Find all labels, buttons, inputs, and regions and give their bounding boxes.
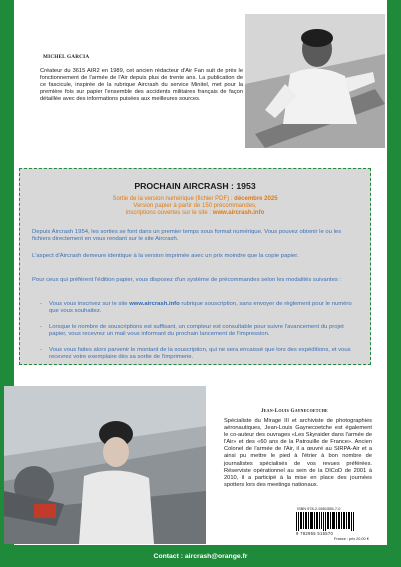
announcement-box xyxy=(19,168,371,365)
list-item xyxy=(40,347,358,362)
announcement-para2: L'aspect d'Aircrash demeure identique à la version imprimée avec un prix moindre que la copie papier. xyxy=(32,253,299,259)
barcode-area xyxy=(294,506,372,544)
announcement-para3: Pour ceux qui préfèrent l'édition papier, vous disposez d'un système de précommandes selon les modalités suivantes : xyxy=(32,277,342,283)
info-line3-prefix: inscriptions ouvertes sur le site : xyxy=(125,210,213,217)
bullet2-text: Lorsque le nombre de souscriptions est suffisant, un compteur est consultable pour suivre l'avancement du projet papier, vous recevrez un mail vous informant du prochain lancement de l'impression. xyxy=(49,324,344,338)
info-line1-prefix: Sortie de la version numérique (fichier PDF) : xyxy=(112,196,235,202)
bullet1-text xyxy=(40,301,358,316)
bullet-dash: - xyxy=(40,324,42,330)
list-item xyxy=(40,301,358,316)
author2-photo xyxy=(4,386,206,544)
announcement-info xyxy=(20,196,370,218)
barcode-icon xyxy=(296,512,356,531)
bullet-dash: - xyxy=(40,347,42,353)
bullet3-text: Vous vous faites alors parvenir le montant de la souscription, qui ne sera encaissé que lors des expéditions, et vous recevrez votre exemplaire dès sa sortie de l'imprimerie. xyxy=(49,347,351,361)
bullet1-prefix: Vous vous inscrivez sur le site xyxy=(49,301,130,307)
bullet1-site-link[interactable]: www.aircrash.info xyxy=(129,301,180,307)
info-line2: Version papier à partir de 150 précommandes, xyxy=(133,203,257,210)
author1-name: MICHEL GARCIA xyxy=(43,54,90,60)
info-line1-date: décembre 2025 xyxy=(234,196,278,202)
bullet1-suffix: rubrique souscription, sans envoyer de règlement pour le numéro que vous souhaitez. xyxy=(49,301,352,315)
info-line3-site-link[interactable]: www.aircrash.info xyxy=(212,210,265,217)
barcode-digits: 9 782955 515570 xyxy=(296,531,334,536)
contact-footer[interactable]: Contact : aircrash@orange.fr xyxy=(153,553,248,560)
price-text: France : prix 20.00 € xyxy=(334,537,369,541)
announcement-para1: Depuis Aircrash 1954, les sorties se font dans un premier temps sous format numérique. Vous pouvez obtenir le ou les fichiers directement en vous rendant sur le site Aircrash. xyxy=(32,229,342,243)
author2-name: Jean-Louis Gaynecoetche xyxy=(261,408,328,414)
list-item xyxy=(40,324,358,339)
author1-bio: Créateur du 3615 AIR2 en 1989, cet ancien rédacteur d'Air Fan suit de près le fonctionnement de l'armée de l'Air depuis plus de trente ans. La publication de ce fascicule, inspirée de la rubrique Aircrash du service Minitel, met pour la première fois sur papier l'ensemble des accidents militaires français de façon détaillée avec des informations puisées aux meilleures sources. xyxy=(40,68,243,103)
isbn-text: ISBN 978-2-9551555-7-0 xyxy=(297,506,341,511)
announcement-title: PROCHAIN AIRCRASH : 1953 xyxy=(134,181,256,191)
bullet-dash: - xyxy=(40,301,42,307)
author1-photo xyxy=(245,14,385,148)
author2-bio: Spécialiste du Mirage III et archiviste de photographies aéronautiques, Jean-Louis Gaynecoetche est également le co-auteur des ouvrages «Les Skyraider dans l'armée de l'Air» et des «60 ans de la Patrouille de France». Ancien Colonel de l'armée de l'Air, il a œuvré au SIRPA-Air et a ainsi pu mettre le pied à l'étrier à bon nombre de journalistes spécialisés de vos revues préférées. Réserviste opérationnel au sein de la DICoD de 2001 à 2010, il a participé à la mise en place des journées spotters lors des meetings nationaux. xyxy=(224,418,372,488)
